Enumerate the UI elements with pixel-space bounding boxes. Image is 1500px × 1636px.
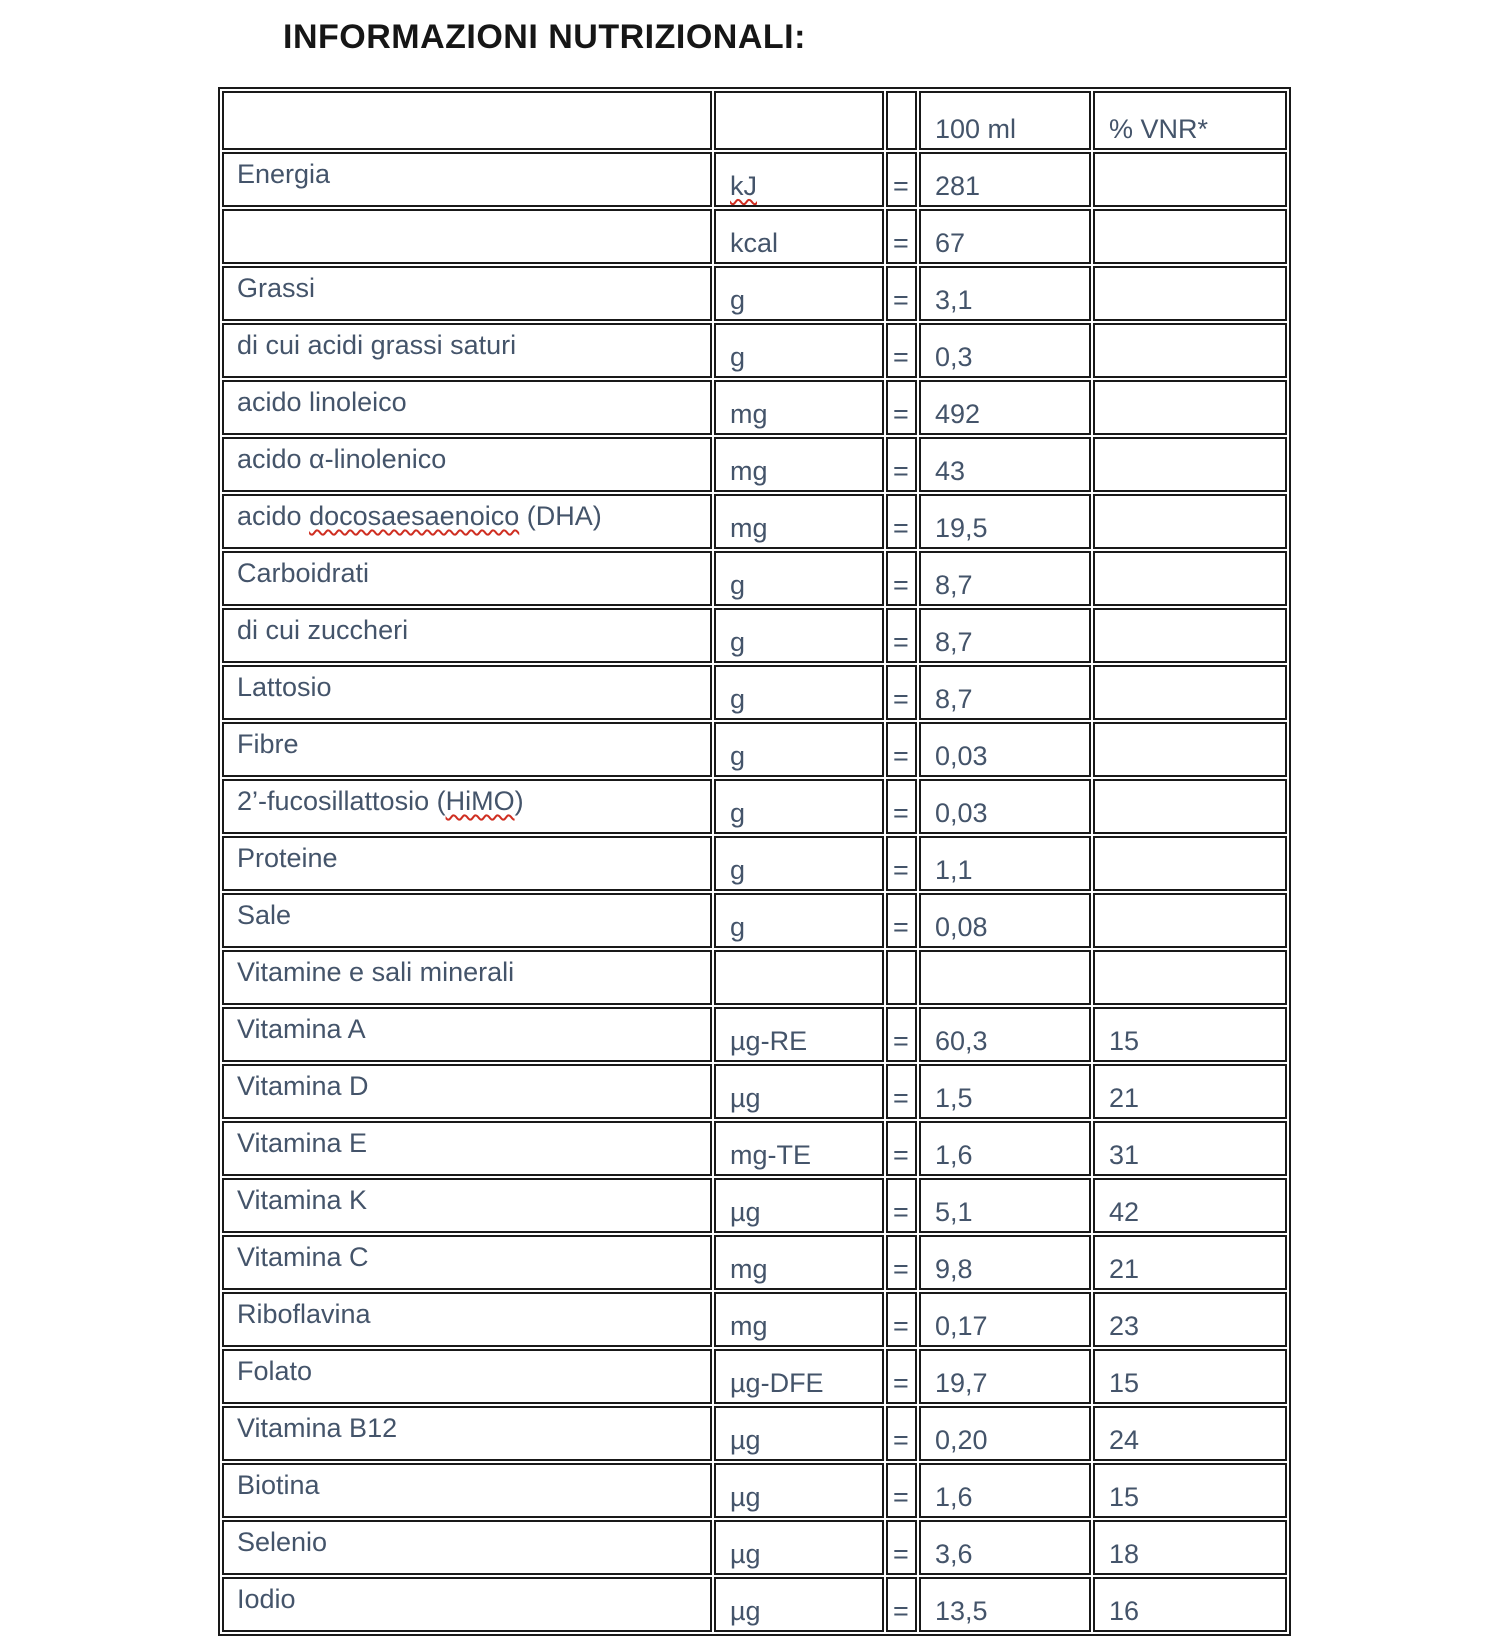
row-label-cell [222,1121,712,1176]
table-row [222,1349,1287,1404]
row-amount-cell: 19,5 [919,494,1091,549]
header-vnr-cell: % VNR* [1093,91,1287,150]
misspelled-text: kJ [730,170,757,201]
cell-text: di cui zuccheri [237,615,409,645]
row-label-cell [222,665,712,720]
cell-text: g [730,284,746,315]
cell-text: Lattosio [237,672,332,702]
header-equals-cell [886,91,917,150]
cell-text: g [730,626,746,657]
table-row [222,1577,1287,1632]
row-equals-cell: = [886,1121,917,1176]
row-equals-cell: = [886,266,917,321]
row-unit-cell [714,209,884,264]
row-amount-cell: 3,6 [919,1520,1091,1575]
cell-text: Folato [237,1356,313,1386]
row-equals-cell: = [886,380,917,435]
table-row [222,665,1287,720]
row-equals-cell: = [886,722,917,777]
row-label-cell [222,494,712,549]
row-label-cell [222,551,712,606]
row-amount-cell: 492 [919,380,1091,435]
table-row [222,836,1287,891]
row-vnr-cell: 21 [1093,1064,1287,1119]
table-row [222,608,1287,663]
row-amount-cell: 8,7 [919,551,1091,606]
cell-text: Proteine [237,843,338,873]
cell-text: µg-DFE [730,1367,824,1398]
cell-text: di cui acidi grassi saturi [237,330,517,360]
row-amount-cell: 0,03 [919,722,1091,777]
cell-text: g [730,683,746,714]
cell-text: acido linoleico [237,387,407,417]
row-equals-cell: = [886,152,917,207]
row-unit-cell [714,1235,884,1290]
cell-text: µg [730,1424,761,1455]
row-unit-cell [714,1463,884,1518]
cell-text: Carboidrati [237,558,370,588]
cell-text: mg [730,398,768,429]
row-amount-cell: 0,08 [919,893,1091,948]
row-amount-cell: 1,6 [919,1463,1091,1518]
cell-text: µg [730,1595,761,1626]
row-amount-cell: 67 [919,209,1091,264]
row-equals-cell: = [886,1064,917,1119]
cell-text: Energia [237,159,331,189]
row-unit-cell [714,1007,884,1062]
cell-text: g [730,854,746,885]
row-amount-cell [919,950,1091,1005]
row-vnr-cell: 16 [1093,1577,1287,1632]
table-row [222,380,1287,435]
row-label-cell [222,836,712,891]
row-amount-cell: 8,7 [919,608,1091,663]
row-equals-cell: = [886,779,917,834]
row-unit-cell [714,1577,884,1632]
cell-text: Fibre [237,729,299,759]
row-unit-cell [714,1520,884,1575]
table-header-row [222,91,1287,150]
table-row [222,1064,1287,1119]
cell-text: Vitamina A [237,1014,366,1044]
row-label-cell [222,779,712,834]
row-vnr-cell [1093,380,1287,435]
row-amount-cell: 0,17 [919,1292,1091,1347]
row-label-cell [222,950,712,1005]
row-equals-cell: = [886,1235,917,1290]
row-label-cell [222,893,712,948]
row-equals-cell: = [886,1463,917,1518]
cell-text: Iodio [237,1584,296,1614]
cell-text: µg [730,1082,761,1113]
row-unit-cell [714,1349,884,1404]
row-equals-cell [886,950,917,1005]
row-equals-cell: = [886,1520,917,1575]
cell-text: 2’-fucosillattosio ( [237,786,446,816]
cell-text: (DHA) [519,501,602,531]
row-vnr-cell: 23 [1093,1292,1287,1347]
cell-text: mg [730,512,768,543]
row-label-cell [222,152,712,207]
row-vnr-cell: 21 [1093,1235,1287,1290]
row-unit-cell [714,437,884,492]
cell-text: µg-RE [730,1025,808,1056]
row-amount-cell: 1,6 [919,1121,1091,1176]
cell-text: g [730,740,746,771]
table-row [222,950,1287,1005]
row-unit-cell [714,608,884,663]
row-vnr-cell [1093,551,1287,606]
row-unit-cell [714,836,884,891]
row-vnr-cell [1093,323,1287,378]
row-unit-cell [714,323,884,378]
row-label-cell [222,1235,712,1290]
row-unit-cell [714,152,884,207]
row-amount-cell: 281 [919,152,1091,207]
table-row [222,209,1287,264]
nutrition-table-body [222,91,1287,1632]
row-equals-cell: = [886,494,917,549]
cell-text: mg-TE [730,1139,811,1170]
header-name-cell [222,91,712,150]
cell-text: Vitamina B12 [237,1413,398,1443]
cell-text: acido [237,501,310,531]
row-equals-cell: = [886,437,917,492]
row-equals-cell: = [886,1577,917,1632]
row-vnr-cell [1093,152,1287,207]
row-unit-cell [714,722,884,777]
row-label-cell [222,380,712,435]
row-amount-cell: 0,03 [919,779,1091,834]
table-row [222,1121,1287,1176]
row-equals-cell: = [886,1349,917,1404]
row-amount-cell: 3,1 [919,266,1091,321]
row-amount-cell: 8,7 [919,665,1091,720]
table-row [222,893,1287,948]
row-vnr-cell [1093,722,1287,777]
cell-text: Selenio [237,1527,328,1557]
row-label-cell [222,1292,712,1347]
row-label-cell [222,1577,712,1632]
row-vnr-cell [1093,893,1287,948]
table-row [222,1520,1287,1575]
table-row [222,722,1287,777]
row-label-cell [222,323,712,378]
row-unit-cell [714,950,884,1005]
cell-text: mg [730,455,768,486]
row-label-cell [222,1463,712,1518]
cell-text: Vitamina D [237,1071,369,1101]
cell-text: ) [514,786,524,816]
row-label-cell [222,1349,712,1404]
row-amount-cell: 0,20 [919,1406,1091,1461]
table-row [222,494,1287,549]
row-label-cell [222,1406,712,1461]
row-unit-cell [714,1406,884,1461]
row-equals-cell: = [886,665,917,720]
row-vnr-cell [1093,266,1287,321]
nutrition-table [218,87,1291,1636]
row-equals-cell: = [886,893,917,948]
header-amount-cell: 100 ml [919,91,1091,150]
row-vnr-cell [1093,608,1287,663]
row-label-cell [222,266,712,321]
cell-text: g [730,797,746,828]
cell-text: Sale [237,900,292,930]
row-amount-cell: 1,1 [919,836,1091,891]
cell-text: Vitamina E [237,1128,368,1158]
header-unit-cell [714,91,884,150]
row-amount-cell: 19,7 [919,1349,1091,1404]
row-vnr-cell [1093,779,1287,834]
cell-text: Riboflavina [237,1299,371,1329]
table-row [222,1007,1287,1062]
row-equals-cell: = [886,608,917,663]
row-label-cell [222,722,712,777]
row-label-cell [222,1007,712,1062]
cell-text: acido α-linolenico [237,444,447,474]
cell-text: µg [730,1481,761,1512]
row-amount-cell: 0,3 [919,323,1091,378]
row-equals-cell: = [886,1406,917,1461]
row-equals-cell: = [886,1178,917,1233]
row-label-cell [222,608,712,663]
misspelled-text: HiMO [445,786,515,816]
row-vnr-cell: 15 [1093,1349,1287,1404]
row-equals-cell: = [886,1007,917,1062]
cell-text: µg [730,1196,761,1227]
row-vnr-cell [1093,437,1287,492]
cell-text: mg [730,1310,768,1341]
row-vnr-cell: 31 [1093,1121,1287,1176]
row-equals-cell: = [886,551,917,606]
table-row [222,779,1287,834]
row-amount-cell: 9,8 [919,1235,1091,1290]
row-amount-cell: 43 [919,437,1091,492]
row-label-cell [222,1520,712,1575]
misspelled-text: docosaesaenoico [309,501,520,531]
row-vnr-cell: 15 [1093,1007,1287,1062]
table-row [222,266,1287,321]
row-label-cell [222,437,712,492]
row-unit-cell [714,266,884,321]
row-unit-cell [714,779,884,834]
cell-text: Vitamine e sali minerali [237,957,515,987]
cell-text: g [730,341,746,372]
row-unit-cell [714,551,884,606]
row-unit-cell [714,494,884,549]
row-equals-cell: = [886,209,917,264]
row-vnr-cell: 18 [1093,1520,1287,1575]
row-label-cell [222,1064,712,1119]
row-vnr-cell: 24 [1093,1406,1287,1461]
row-unit-cell [714,893,884,948]
page-title: INFORMAZIONI NUTRIZIONALI: [283,18,806,56]
row-label-cell [222,209,712,264]
table-row [222,1406,1287,1461]
row-equals-cell: = [886,836,917,891]
cell-text: Vitamina K [237,1185,368,1215]
row-vnr-cell [1093,494,1287,549]
cell-text: µg [730,1538,761,1569]
cell-text: g [730,569,746,600]
row-vnr-cell: 42 [1093,1178,1287,1233]
row-unit-cell [714,380,884,435]
row-vnr-cell [1093,665,1287,720]
row-amount-cell: 5,1 [919,1178,1091,1233]
row-equals-cell: = [886,323,917,378]
cell-text: mg [730,1253,768,1284]
cell-text: Grassi [237,273,316,303]
table-row [222,1235,1287,1290]
row-amount-cell: 60,3 [919,1007,1091,1062]
table-row [222,551,1287,606]
cell-text: kcal [730,227,779,258]
row-unit-cell [714,1178,884,1233]
row-unit-cell [714,1292,884,1347]
table-row [222,1178,1287,1233]
table-row [222,323,1287,378]
row-vnr-cell [1093,950,1287,1005]
row-vnr-cell: 15 [1093,1463,1287,1518]
row-equals-cell: = [886,1292,917,1347]
cell-text: g [730,911,746,942]
cell-text: Vitamina C [237,1242,369,1272]
table-row [222,1463,1287,1518]
row-vnr-cell [1093,209,1287,264]
row-amount-cell: 1,5 [919,1064,1091,1119]
table-row [222,1292,1287,1347]
row-unit-cell [714,1064,884,1119]
row-label-cell [222,1178,712,1233]
table-row [222,152,1287,207]
row-vnr-cell [1093,836,1287,891]
row-amount-cell: 13,5 [919,1577,1091,1632]
table-row [222,437,1287,492]
row-unit-cell [714,1121,884,1176]
cell-text: Biotina [237,1470,320,1500]
row-unit-cell [714,665,884,720]
